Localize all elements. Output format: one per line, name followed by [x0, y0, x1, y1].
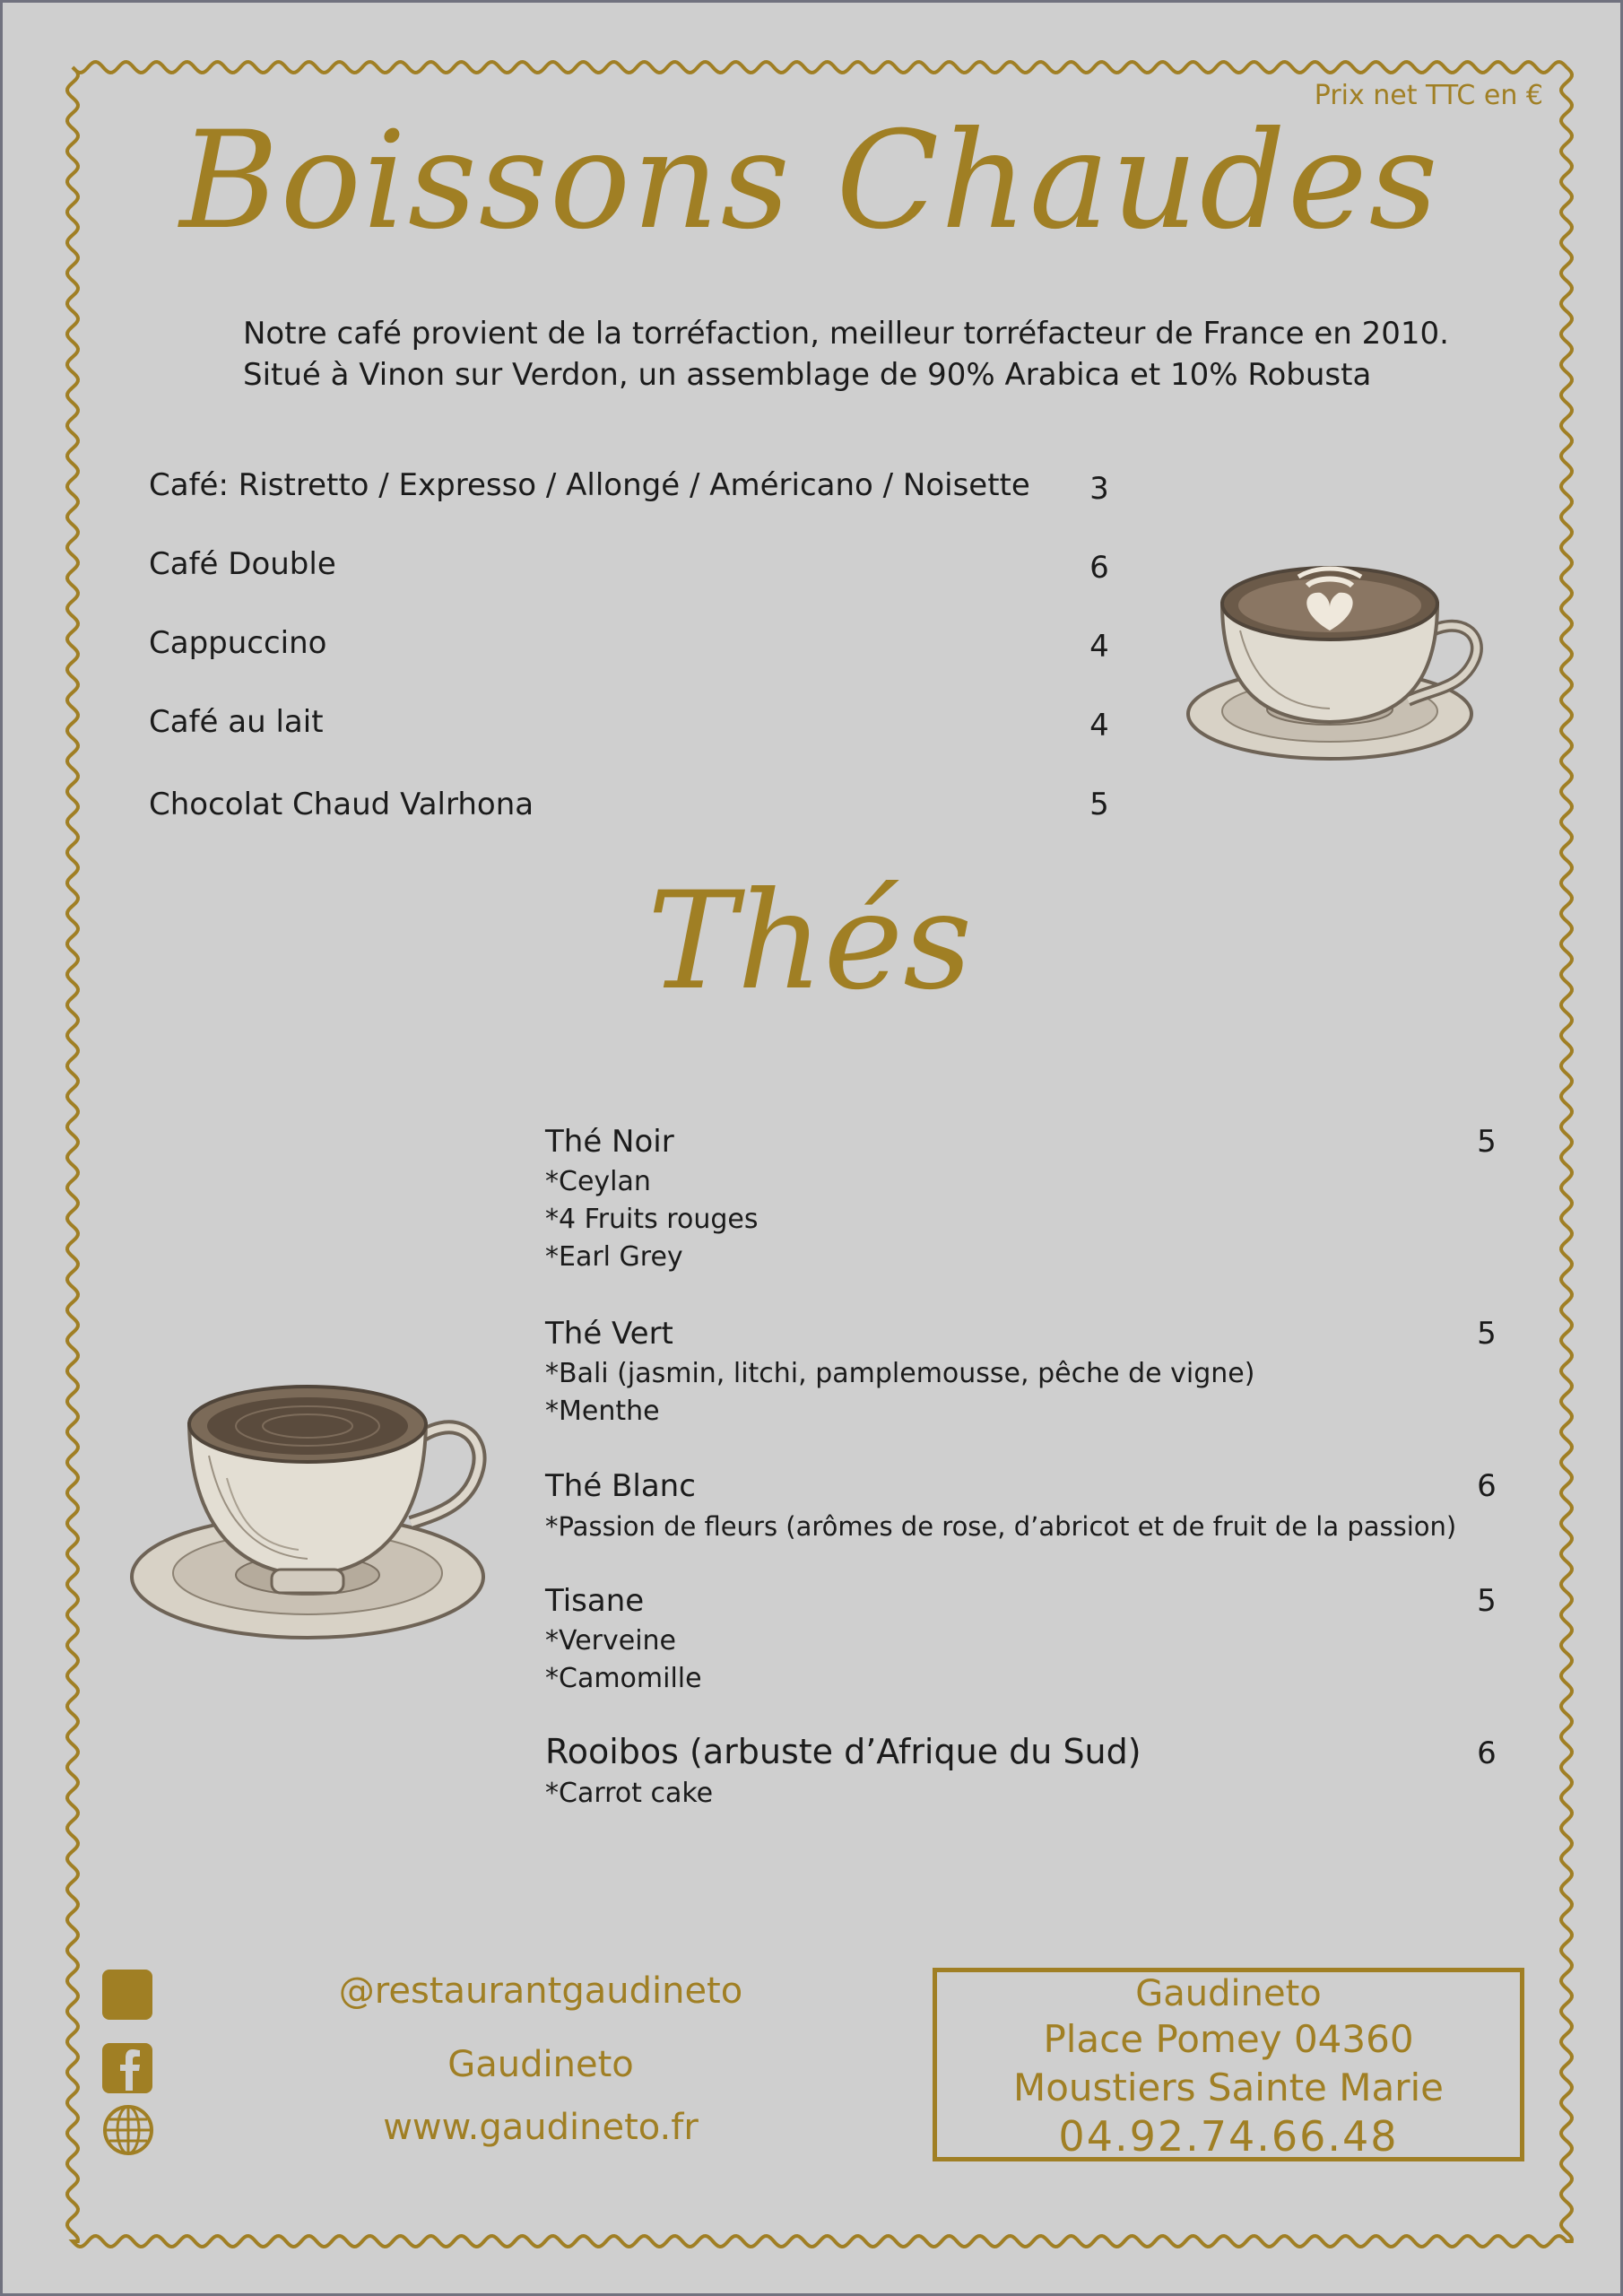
item-price: 5 — [1089, 787, 1109, 822]
facebook-icon[interactable] — [100, 2040, 157, 2098]
tea-name: Thé Vert — [545, 1316, 673, 1352]
address-city: Moustiers Sainte Marie — [1012, 2066, 1444, 2109]
list-item: Café: Ristretto / Expresso / Allongé / Américano / Noisette — [149, 467, 1030, 503]
address-street: Place Pomey 04360 — [1043, 2017, 1414, 2061]
item-price: 6 — [1477, 1468, 1497, 1504]
cappuccino-cup-icon — [1173, 550, 1487, 819]
website-link[interactable]: www.gaudineto.fr — [383, 2107, 699, 2148]
tea-variety: *Camomille — [545, 1663, 702, 1694]
item-price: 6 — [1089, 550, 1109, 586]
instagram-link[interactable]: @restaurantgaudineto — [338, 1970, 743, 2012]
tea-variety: *Bali (jasmin, litchi, pamplemousse, pêche de vigne) — [545, 1358, 1255, 1389]
intro-line-2: Situé à Vinon sur Verdon, un assemblage de 90% Arabica et 10% Robusta — [243, 357, 1372, 393]
tea-name: Thé Blanc — [545, 1468, 696, 1504]
tea-cup-icon — [128, 1370, 505, 1666]
item-price: 5 — [1477, 1124, 1497, 1160]
intro-line-1: Notre café provient de la torréfaction, meilleur torréfacteur de France en 2010. — [243, 316, 1449, 352]
item-price: 5 — [1477, 1316, 1497, 1352]
tea-name: Rooibos (arbuste d’Afrique du Sud) — [545, 1732, 1141, 1771]
list-item: Café au lait — [149, 704, 324, 740]
address-box — [933, 1968, 1524, 2161]
tea-variety: *Carrot cake — [545, 1778, 714, 1809]
price-note: Prix net TTC en € — [1314, 80, 1543, 111]
menu-page — [3, 3, 1620, 2293]
item-price: 6 — [1477, 1735, 1497, 1771]
item-price: 5 — [1477, 1583, 1497, 1619]
tea-variety: *Passion de fleurs (arômes de rose, d’abricot et de fruit de la passion) — [545, 1511, 1457, 1542]
item-price: 4 — [1089, 708, 1109, 744]
tea-name: Tisane — [545, 1583, 645, 1619]
tea-variety: *Menthe — [545, 1396, 660, 1427]
tea-variety: *Verveine — [545, 1625, 677, 1657]
item-price: 3 — [1089, 471, 1109, 507]
page-title: Boissons Chaudes — [179, 103, 1440, 259]
tea-variety: *4 Fruits rouges — [545, 1204, 759, 1235]
list-item: Chocolat Chaud Valrhona — [149, 787, 534, 822]
item-price: 4 — [1089, 629, 1109, 665]
teas-title: Thés — [647, 864, 973, 1020]
instagram-icon[interactable] — [100, 1967, 157, 2024]
facebook-link[interactable]: Gaudineto — [447, 2044, 634, 2085]
list-item: Cappuccino — [149, 625, 327, 661]
tea-variety: *Earl Grey — [545, 1241, 683, 1273]
tea-variety: *Ceylan — [545, 1166, 651, 1197]
phone-number: 04.92.74.66.48 — [1058, 2112, 1399, 2161]
restaurant-name: Gaudineto — [1135, 1973, 1322, 2014]
tea-name: Thé Noir — [545, 1124, 674, 1160]
list-item: Café Double — [149, 546, 336, 582]
intro-text — [243, 313, 1449, 396]
globe-icon[interactable] — [100, 2101, 157, 2159]
